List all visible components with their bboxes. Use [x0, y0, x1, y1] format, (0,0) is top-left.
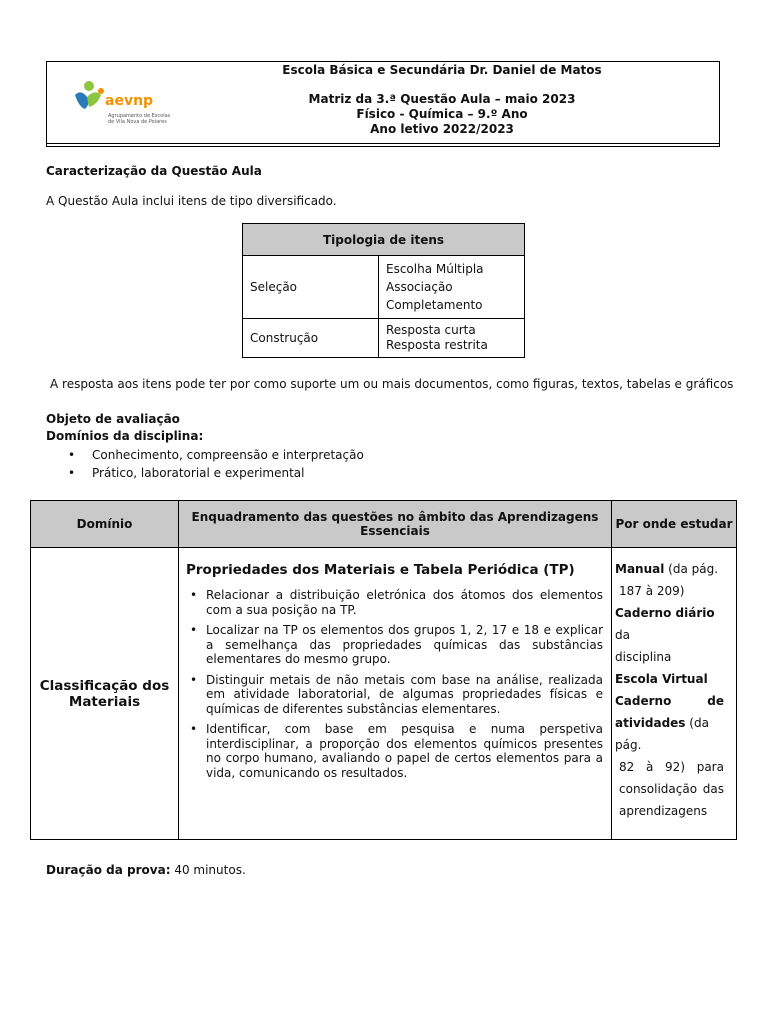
aprendizagens: aprendizagens: [619, 804, 708, 818]
intro-text: A Questão Aula inclui itens de tipo diversificado.: [46, 194, 337, 208]
header-study: Por onde estudar: [612, 501, 737, 548]
item-types-table: [242, 223, 525, 358]
caderno2-word1: Caderno: [615, 694, 672, 708]
consolidacao: consolidação: [619, 782, 698, 796]
document-header: [46, 61, 720, 147]
types-items: [379, 319, 525, 358]
pages-d: para: [696, 760, 724, 774]
types-category: Seleção: [243, 256, 379, 319]
types-items: [379, 256, 525, 319]
header-divider: [47, 143, 719, 144]
section-title: Caracterização da Questão Aula: [46, 164, 262, 178]
logo-text: aevnp: [105, 93, 154, 109]
atividades-label: atividades: [615, 716, 686, 730]
assessment-matrix-table: [30, 500, 737, 840]
caderno-label: Caderno diário: [615, 606, 715, 620]
caderno-rest: da: [615, 628, 630, 642]
pages-b: à: [645, 760, 654, 774]
duration-line: [46, 863, 246, 877]
list-item: • Identificar, com base em pesquisa e numa perspetiva interdisciplinar, a proporção dos elementos químicos presentes no corpo humano, avaliando o papel de certos elementos para a vida, comunicando os resultados.: [186, 722, 603, 780]
school-name: Escola Básica e Secundária Dr. Daniel de Matos: [282, 63, 602, 77]
school-year: Ano letivo 2022/2023: [370, 122, 514, 136]
learning-goals-list: [186, 588, 603, 780]
type-item: Resposta curta: [386, 323, 476, 337]
type-item: Completamento: [386, 298, 483, 312]
header-framework: Enquadramento das questões no âmbito das Aprendizagens Essenciais: [179, 501, 612, 548]
domains-list: [60, 446, 364, 482]
matrix-title: Matriz da 3.ª Questão Aula – maio 2023: [308, 92, 576, 106]
pages-c: 92): [665, 760, 685, 774]
escola-virtual-label: Escola Virtual: [615, 672, 708, 686]
list-item: • Localizar na TP os elementos dos grupos 1, 2, 17 e 18 e explicar a semelhança das propriedades químicas das substâncias elementares do mesmo grupo.: [186, 623, 603, 667]
subject-title: Físico - Química – 9.º Ano: [356, 107, 528, 121]
type-item: Resposta restrita: [386, 338, 488, 352]
list-item: • Prático, laboratorial e experimental: [60, 464, 364, 482]
atividades-pages: (da pág.: [615, 716, 709, 752]
type-item: Escolha Múltipla: [386, 262, 484, 276]
types-table-title: Tipologia de itens: [243, 224, 525, 256]
support-note: A resposta aos itens pode ter por como suporte um ou mais documentos, como figuras, textos, tabelas e gráficos: [50, 377, 734, 391]
pages-a: 82: [619, 760, 635, 774]
domains-label: Domínios da disciplina:: [46, 429, 204, 443]
manual-pages: (da pág.: [668, 562, 719, 576]
caderno2-word2: de: [707, 694, 724, 708]
list-item: • Relacionar a distribuição eletrónica dos átomos dos elementos com a sua posição na TP.: [186, 588, 603, 617]
study-cell: [612, 548, 737, 840]
header-domain: Domínio: [31, 501, 179, 548]
domain-cell: Classificação dos Materiais: [31, 548, 179, 840]
type-item: Associação: [386, 280, 453, 294]
framework-cell: [179, 548, 612, 840]
school-logo: [71, 79, 181, 131]
logo-subtitle: Agrupamento de Escolas de Vila Nova de Poiares: [108, 113, 171, 125]
duration-value: 40 minutos.: [174, 863, 246, 877]
topic-title: Propriedades dos Materiais e Tabela Periódica (TP): [186, 562, 575, 578]
manual-pages-range: 187 à 209): [619, 584, 685, 598]
manual-label: Manual: [615, 562, 665, 576]
evaluation-object-label: Objeto de avaliação: [46, 412, 180, 426]
das: das: [702, 782, 724, 796]
list-item: • Distinguir metais de não metais com base na análise, realizada em atividade laboratorial, de algumas propriedades físicas e químicas de diferentes substâncias elementares.: [186, 673, 603, 717]
list-item: • Conhecimento, compreensão e interpretação: [60, 446, 364, 464]
duration-label: Duração da prova:: [46, 863, 171, 877]
caderno-rest2: disciplina: [615, 650, 672, 664]
types-category: Construção: [243, 319, 379, 358]
